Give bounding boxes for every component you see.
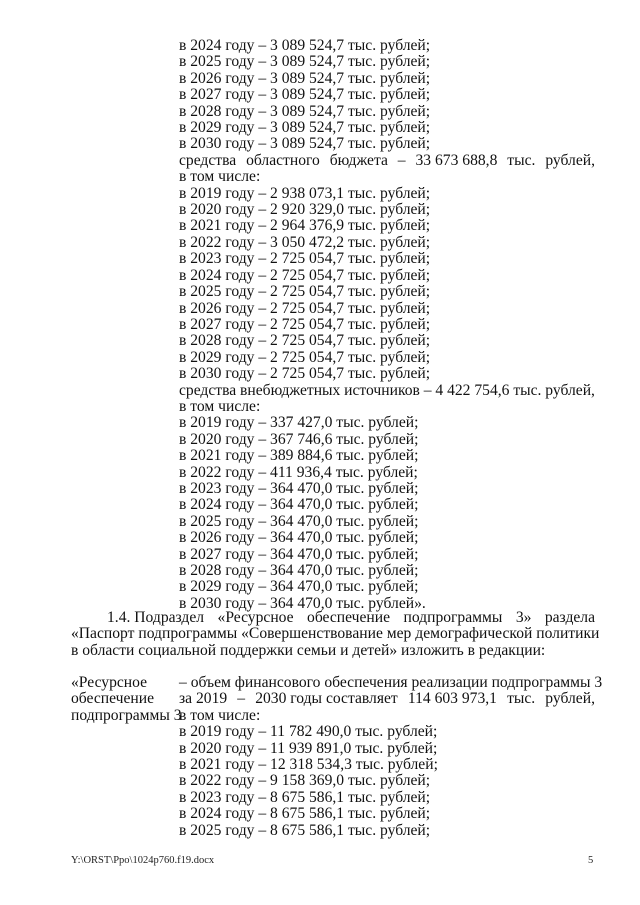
extrabudget-funding-list	[179, 415, 595, 612]
funding-year-line: в 2030 году – 2 725 054,7 тыс. рублей;	[179, 365, 431, 383]
funding-year-line: в 2023 году – 8 675 586,1 тыс. рублей;	[179, 788, 431, 806]
resource-label-line: «Ресурсное	[71, 674, 148, 691]
funding-year-line: в 2020 году – 11 939 891,0 тыс. рублей;	[179, 739, 438, 757]
funding-year-line: в 2029 году – 3 089 524,7 тыс. рублей;	[179, 119, 431, 137]
funding-year-line: в 2019 году – 337 427,0 тыс. рублей;	[179, 414, 419, 432]
text-segment: подпрограммы	[403, 609, 503, 626]
regional-funding-list	[179, 186, 595, 383]
regional-including-label: в том числе:	[179, 168, 261, 186]
funding-year-line: в 2026 году – 364 470,0 тыс. рублей;	[179, 529, 419, 547]
text-segment: тыс.	[513, 381, 542, 399]
funding-year-line: в 2021 году – 12 318 534,3 тыс. рублей;	[179, 756, 438, 774]
text-segment: обеспечение	[307, 609, 391, 626]
amendment-paragraph	[71, 609, 600, 659]
text-segment: 3»	[515, 609, 532, 626]
funding-year-line: в 2029 году – 2 725 054,7 тыс. рублей;	[179, 348, 431, 366]
resource-funding-list	[179, 724, 595, 839]
text-segment: –	[397, 151, 406, 169]
funding-year-line: в 2028 году – 364 470,0 тыс. рублей;	[179, 562, 419, 579]
funding-year-line: в 2022 году – 3 050 472,2 тыс. рублей;	[179, 233, 431, 251]
text-segment: раздела	[544, 609, 595, 626]
resource-label-line: подпрограммы 3	[71, 706, 182, 724]
federal-funding-list	[179, 38, 595, 153]
text-segment: «Ресурсное	[217, 609, 294, 626]
funding-year-line: в 2021 году – 2 964 376,9 тыс. рублей;	[179, 217, 431, 235]
text-segment: тыс.	[507, 690, 536, 708]
regional-budget-line	[179, 153, 595, 169]
footer-page-number: 5	[588, 855, 594, 866]
resource-value-cell	[179, 674, 603, 839]
funding-year-line: в 2023 году – 364 470,0 тыс. рублей;	[179, 479, 419, 497]
text-segment: средства	[179, 381, 237, 399]
funding-year-line: в 2023 году – 2 725 054,7 тыс. рублей;	[179, 250, 431, 268]
extrabudget-including-label: в том числе:	[179, 397, 261, 415]
text-segment: бюджета	[329, 151, 388, 169]
funding-list-block	[179, 38, 595, 612]
funding-year-line: в 2019 году – 2 938 073,1 тыс. рублей;	[179, 184, 431, 202]
text-segment: 1.4. Подраздел	[107, 609, 205, 626]
text-segment: рублей,	[545, 151, 595, 169]
funding-year-line: в 2027 году – 364 470,0 тыс. рублей;	[179, 545, 419, 563]
funding-year-line: в 2029 году – 364 470,0 тыс. рублей;	[179, 578, 419, 596]
text-segment: рублей,	[545, 381, 595, 399]
resource-line-2	[179, 691, 595, 707]
funding-year-line: в 2024 году – 364 470,0 тыс. рублей;	[179, 496, 419, 514]
text-segment: рублей,	[545, 690, 595, 708]
funding-year-line: в 2027 году – 2 725 054,7 тыс. рублей;	[179, 315, 431, 333]
text-segment: средства	[179, 151, 237, 169]
text-segment: –	[423, 381, 432, 399]
funding-year-line: в 2025 году – 8 675 586,1 тыс. рублей;	[179, 821, 431, 839]
resource-label-cell	[71, 674, 182, 724]
funding-year-line: в 2030 году – 3 089 524,7 тыс. рублей;	[179, 135, 431, 153]
text-segment: –	[237, 690, 246, 708]
text-segment: тыс.	[507, 151, 536, 169]
text-segment: областного	[246, 151, 320, 169]
funding-year-line: в 2022 году – 411 936,4 тыс. рублей;	[179, 463, 418, 481]
text-segment: 114 603 973,1	[407, 690, 497, 708]
funding-year-line: в 2026 году – 2 725 054,7 тыс. рублей;	[179, 299, 431, 317]
funding-year-line: в 2020 году – 2 920 329,0 тыс. рублей;	[179, 201, 431, 219]
funding-year-line: в 2019 году – 11 782 490,0 тыс. рублей;	[179, 723, 438, 741]
funding-year-line: в 2024 году – 3 089 524,7 тыс. рублей;	[179, 37, 431, 54]
footer-file-path: Y:\ORST\Ppo\1024p760.f19.docx	[71, 855, 215, 866]
resource-line-1: – объем финансового обеспечения реализации подпрограммы 3	[179, 674, 603, 691]
text-segment: за 2019	[179, 690, 228, 708]
text-segment: 2030 годы составляет	[255, 690, 398, 708]
funding-year-line: в 2028 году – 2 725 054,7 тыс. рублей;	[179, 332, 431, 350]
resource-label-line: обеспечение	[71, 690, 155, 708]
paragraph-line-2: «Паспорт подпрограммы «Совершенствование мер демографической политики	[71, 625, 600, 643]
funding-year-line: в 2022 году – 9 158 369,0 тыс. рублей;	[179, 772, 431, 790]
funding-year-line: в 2020 году – 367 746,6 тыс. рублей;	[179, 430, 419, 448]
resource-including-label: в том числе:	[179, 706, 261, 724]
funding-year-line: в 2024 году – 2 725 054,7 тыс. рублей;	[179, 266, 431, 284]
text-segment: 33 673 688,8	[415, 151, 498, 169]
funding-year-line: в 2025 году – 2 725 054,7 тыс. рублей;	[179, 283, 431, 301]
paragraph-line-3: в области социальной поддержки семьи и детей» изложить в редакции:	[71, 641, 546, 659]
text-segment: внебюджетных	[240, 381, 341, 399]
text-segment: источников	[344, 381, 420, 399]
funding-year-line: в 2028 году – 3 089 524,7 тыс. рублей;	[179, 102, 431, 120]
funding-year-line: в 2030 году – 364 470,0 тыс. рублей».	[179, 594, 426, 612]
funding-year-line: в 2024 году – 8 675 586,1 тыс. рублей;	[179, 805, 431, 823]
text-segment: 4 422 754,6	[435, 381, 510, 399]
funding-year-line: в 2026 году – 3 089 524,7 тыс. рублей;	[179, 69, 431, 87]
funding-year-line: в 2021 году – 389 884,6 тыс. рублей;	[179, 447, 419, 465]
funding-year-line: в 2025 году – 364 470,0 тыс. рублей;	[179, 512, 419, 530]
extrabudget-line	[179, 383, 595, 399]
paragraph-line-1	[71, 610, 595, 626]
funding-year-line: в 2025 году – 3 089 524,7 тыс. рублей;	[179, 53, 431, 71]
funding-year-line: в 2027 году – 3 089 524,7 тыс. рублей;	[179, 86, 431, 104]
